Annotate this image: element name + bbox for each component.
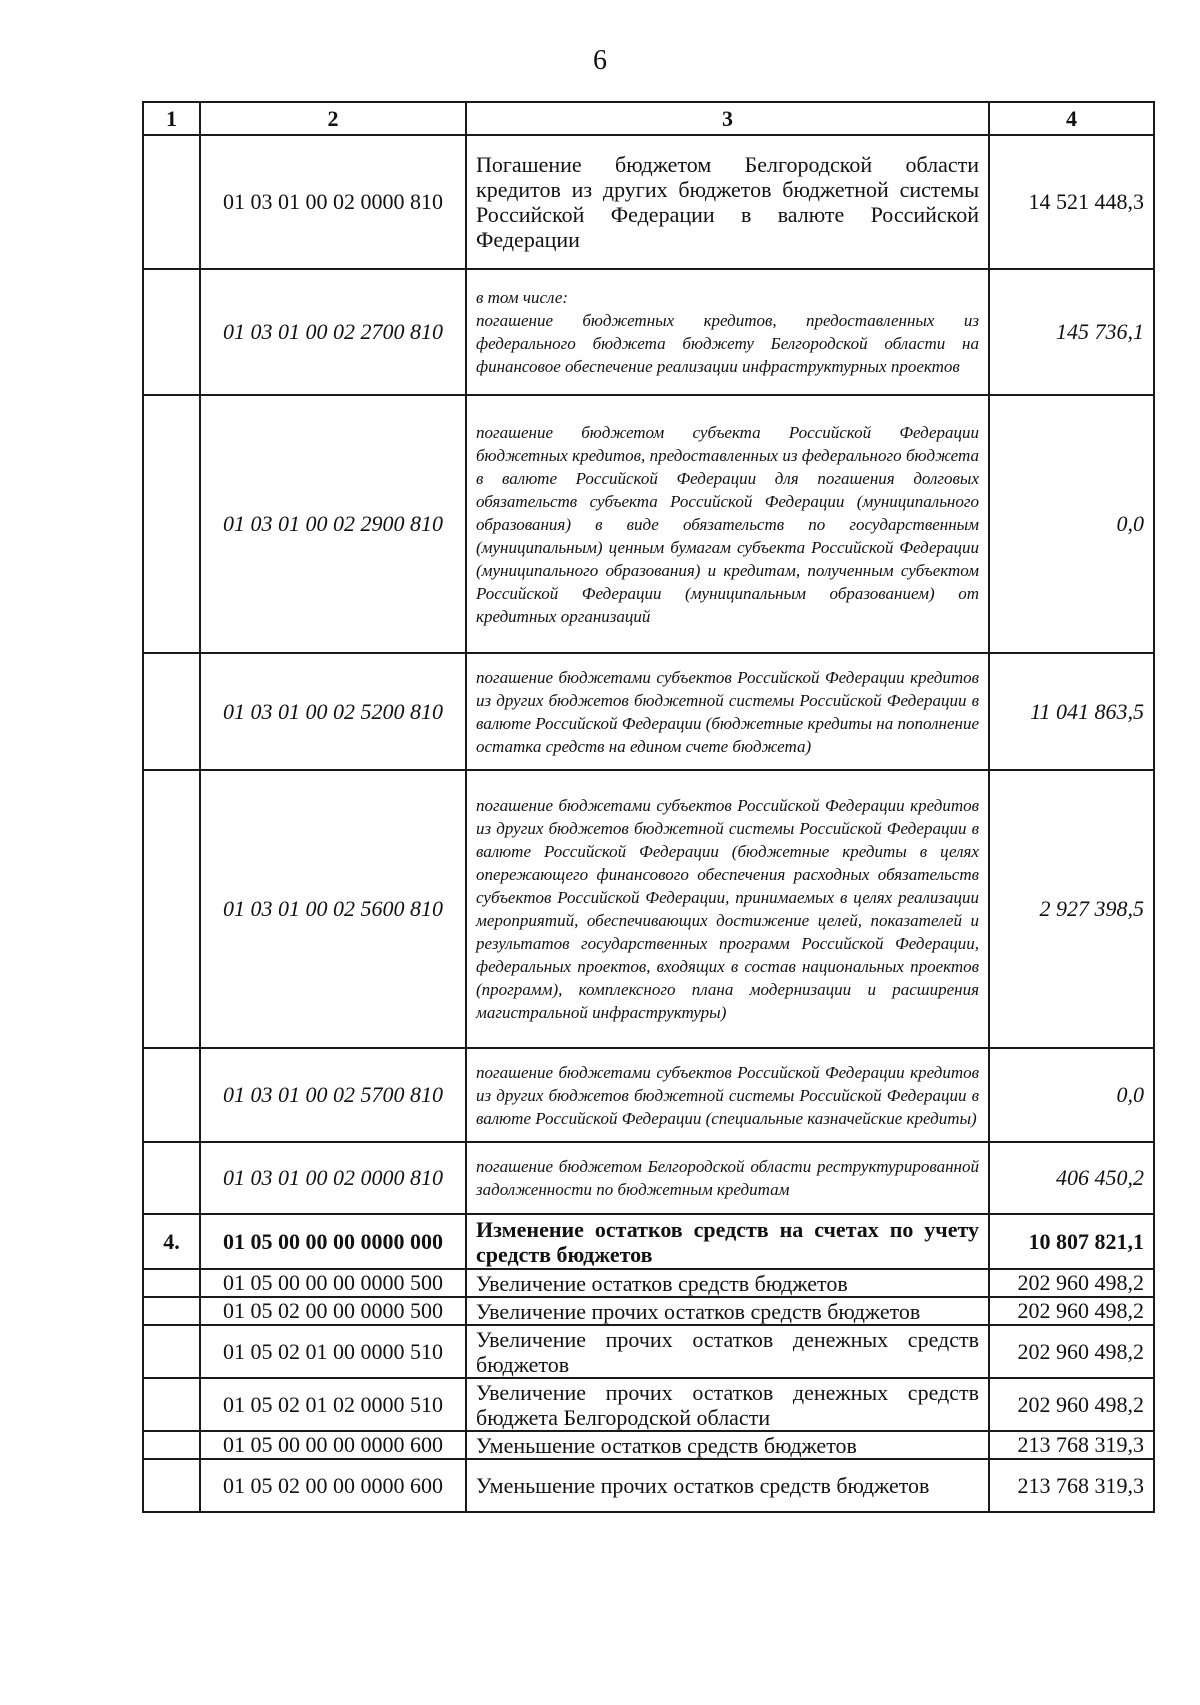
- amount-cell: 10 807 821,1: [989, 1214, 1154, 1269]
- budget-code-cell: 01 03 01 00 02 0000 810: [200, 135, 466, 269]
- table-row: [143, 1214, 1154, 1269]
- description-cell: погашение бюджетами субъектов Российской Федерации кредитов из других бюджетов бюджетной системы Российской Федерации в валюте Российской Федерации (специальные казначейские кредиты): [466, 1048, 989, 1142]
- row-number-cell: [143, 653, 200, 770]
- column-header-4: 4: [989, 102, 1154, 135]
- table-row: [143, 653, 1154, 770]
- description-cell: Уменьшение остатков средств бюджетов: [466, 1431, 989, 1459]
- description-cell: Погашение бюджетом Белгородской области кредитов из других бюджетов бюджетной системы Российской Федерации в валюте Российской Федерации: [466, 135, 989, 269]
- budget-code-cell: 01 05 02 01 02 0000 510: [200, 1378, 466, 1431]
- description-cell: погашение бюджетом Белгородской области реструктурированной задолженности по бюджетным кредитам: [466, 1142, 989, 1214]
- description-cell: Увеличение прочих остатков средств бюджетов: [466, 1297, 989, 1325]
- table-row: [143, 1459, 1154, 1512]
- amount-cell: 2 927 398,5: [989, 770, 1154, 1048]
- description-cell: в том числе: погашение бюджетных кредитов, предоставленных из федерального бюджета бюджету Белгородской области на финансовое обеспечение реализации инфраструктурных проектов: [466, 269, 989, 395]
- description-cell: Уменьшение прочих остатков средств бюджетов: [466, 1459, 989, 1512]
- description-cell: погашение бюджетами субъектов Российской Федерации кредитов из других бюджетов бюджетной системы Российской Федерации в валюте Российской Федерации (бюджетные кредиты на пополнение остатка средств на едином счете бюджета): [466, 653, 989, 770]
- budget-code-cell: 01 05 00 00 00 0000 600: [200, 1431, 466, 1459]
- description-cell: Увеличение прочих остатков денежных средств бюджетов: [466, 1325, 989, 1378]
- row-number-cell: [143, 1431, 200, 1459]
- table-row: [143, 1378, 1154, 1431]
- budget-code-cell: 01 03 01 00 02 0000 810: [200, 1142, 466, 1214]
- table-row: [143, 1048, 1154, 1142]
- amount-cell: 145 736,1: [989, 269, 1154, 395]
- column-header-1: 1: [143, 102, 200, 135]
- table-row: [143, 269, 1154, 395]
- budget-code-cell: 01 05 02 00 00 0000 600: [200, 1459, 466, 1512]
- budget-code-cell: 01 03 01 00 02 5600 810: [200, 770, 466, 1048]
- amount-cell: 202 960 498,2: [989, 1297, 1154, 1325]
- budget-sources-table: [142, 101, 1155, 1513]
- row-number-cell: [143, 1459, 200, 1512]
- page-number: 6: [593, 45, 607, 76]
- table-row: [143, 135, 1154, 269]
- amount-cell: 213 768 319,3: [989, 1431, 1154, 1459]
- row-number-cell: [143, 1142, 200, 1214]
- budget-code-cell: 01 05 02 01 00 0000 510: [200, 1325, 466, 1378]
- row-number-cell: [143, 1269, 200, 1297]
- row-number-cell: [143, 269, 200, 395]
- budget-code-cell: 01 05 00 00 00 0000 000: [200, 1214, 466, 1269]
- table-header-row: [143, 102, 1154, 135]
- row-number-cell: 4.: [143, 1214, 200, 1269]
- amount-cell: 213 768 319,3: [989, 1459, 1154, 1512]
- table-row: [143, 1325, 1154, 1378]
- row-number-cell: [143, 135, 200, 269]
- amount-cell: 202 960 498,2: [989, 1325, 1154, 1378]
- table-row: [143, 395, 1154, 653]
- amount-cell: 0,0: [989, 1048, 1154, 1142]
- row-number-cell: [143, 1048, 200, 1142]
- description-cell: погашение бюджетом субъекта Российской Федерации бюджетных кредитов, предоставленных из федерального бюджета в валюте Российской Федерации для погашения долговых обязательств субъекта Российской Федерации (муниципального образования) в виде обязательств по государственным (муниципальным) ценным бумагам субъекта Российской Федерации (муниципального образования) и кредитам, полученным субъектом Российской Федерации (муниципальным образованием) от кредитных организаций: [466, 395, 989, 653]
- amount-cell: 14 521 448,3: [989, 135, 1154, 269]
- column-header-2: 2: [200, 102, 466, 135]
- description-cell: погашение бюджетами субъектов Российской Федерации кредитов из других бюджетов бюджетной системы Российской Федерации в валюте Российской Федерации (бюджетные кредиты в целях опережающего финансового обеспечения расходных обязательств субъектов Российской Федерации, принимаемых в целях реализации мероприятий, обеспечивающих достижение целей, показателей и результатов государственных программ Российской Федерации, федеральных проектов, входящих в состав национальных проектов (программ), комплексного плана модернизации и расширения магистральной инфраструктуры): [466, 770, 989, 1048]
- description-cell: Изменение остатков средств на счетах по учету средств бюджетов: [466, 1214, 989, 1269]
- table-row: [143, 1431, 1154, 1459]
- description-cell: Увеличение прочих остатков денежных средств бюджета Белгородской области: [466, 1378, 989, 1431]
- row-number-cell: [143, 395, 200, 653]
- table-row: [143, 1297, 1154, 1325]
- row-number-cell: [143, 1297, 200, 1325]
- budget-code-cell: 01 05 00 00 00 0000 500: [200, 1269, 466, 1297]
- amount-cell: 202 960 498,2: [989, 1269, 1154, 1297]
- budget-code-cell: 01 03 01 00 02 2900 810: [200, 395, 466, 653]
- description-cell: Увеличение остатков средств бюджетов: [466, 1269, 989, 1297]
- amount-cell: 202 960 498,2: [989, 1378, 1154, 1431]
- budget-code-cell: 01 03 01 00 02 2700 810: [200, 269, 466, 395]
- amount-cell: 11 041 863,5: [989, 653, 1154, 770]
- budget-code-cell: 01 03 01 00 02 5700 810: [200, 1048, 466, 1142]
- column-header-3: 3: [466, 102, 989, 135]
- table-row: [143, 770, 1154, 1048]
- budget-code-cell: 01 03 01 00 02 5200 810: [200, 653, 466, 770]
- budget-code-cell: 01 05 02 00 00 0000 500: [200, 1297, 466, 1325]
- amount-cell: 406 450,2: [989, 1142, 1154, 1214]
- row-number-cell: [143, 1325, 200, 1378]
- table-row: [143, 1269, 1154, 1297]
- table-row: [143, 1142, 1154, 1214]
- table-body: [143, 135, 1154, 1512]
- amount-cell: 0,0: [989, 395, 1154, 653]
- row-number-cell: [143, 770, 200, 1048]
- row-number-cell: [143, 1378, 200, 1431]
